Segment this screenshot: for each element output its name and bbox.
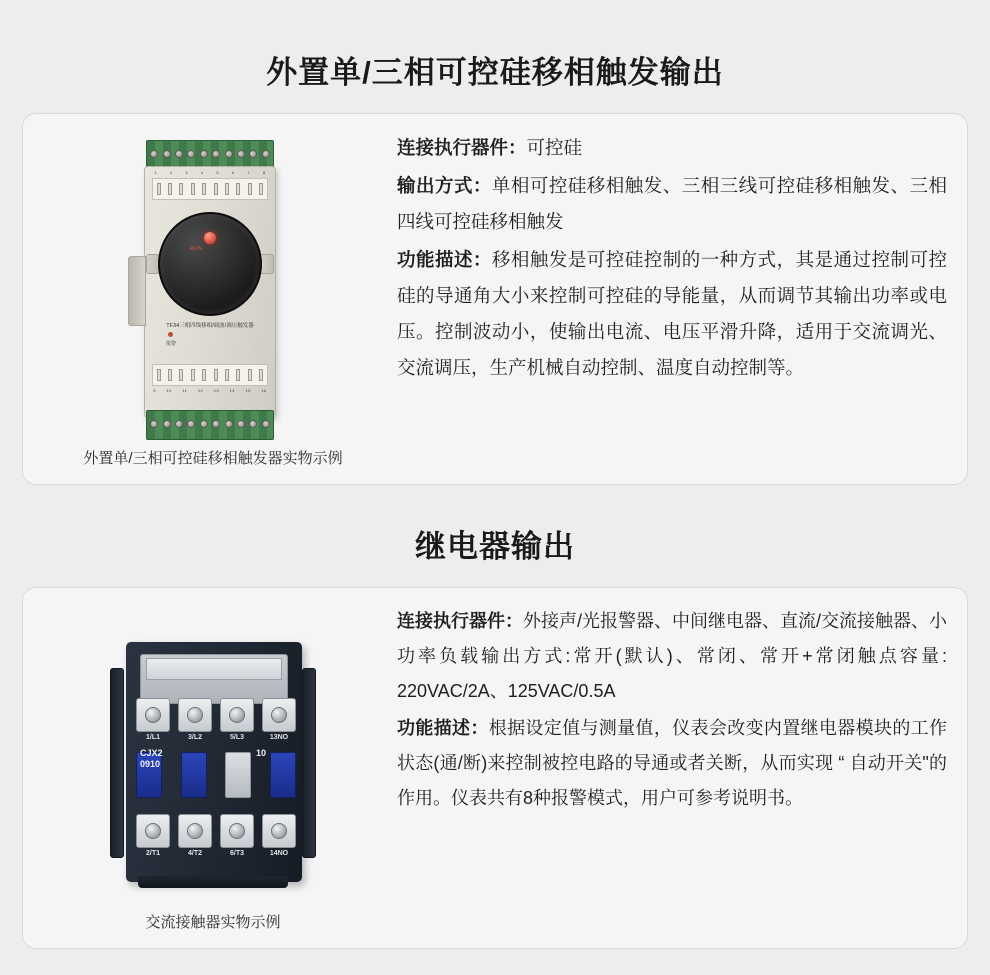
contactor-right-rail bbox=[302, 668, 316, 858]
spec-function-desc-2 bbox=[397, 711, 947, 816]
alarm-led-label: 报警 bbox=[166, 340, 177, 347]
spec-connect-device-1 bbox=[397, 130, 947, 166]
spec-function-desc-1 bbox=[397, 242, 947, 386]
section-title-phase-shift: 外置单/三相可控硅移相触发输出 bbox=[266, 54, 724, 90]
bottom-label-strip bbox=[152, 364, 268, 386]
terminal-screw-icon bbox=[136, 814, 170, 848]
contactor-brand-model bbox=[140, 748, 163, 770]
contactor-terminals-bottom bbox=[136, 814, 296, 848]
description-column-2 bbox=[389, 604, 953, 932]
section-card-relay-output bbox=[22, 587, 968, 949]
contact-block-gray bbox=[225, 752, 251, 798]
terminal-screw-icon bbox=[220, 814, 254, 848]
contactor-left-rail bbox=[110, 668, 124, 858]
contactor-brand-text: CJX2 bbox=[140, 748, 163, 759]
terminal-label-t1: 2/T1 bbox=[145, 850, 160, 858]
contactor-code-text: 10 bbox=[256, 748, 267, 759]
terminal-label-t3: 6/T3 bbox=[229, 850, 244, 858]
contactor-spec-label bbox=[146, 658, 282, 680]
image-caption-1: 外置单/三相可控硅移相触发器实物示例 bbox=[83, 449, 343, 467]
description-column-1 bbox=[389, 130, 953, 468]
contact-block-blue bbox=[270, 752, 296, 798]
spec-connect-device-2 bbox=[397, 604, 947, 709]
phase-shift-trigger-device-illustration bbox=[108, 136, 318, 441]
section-title-relay-output: 继电器输出 bbox=[415, 529, 575, 565]
spec-value-connect-2: 外接声/光报警器、中间继电器、直流/交流接触器、小功率负载输出方式:常开(默认)、常闭、常开+常闭触点容量: 220VAC/2A、125VAC/0.5A bbox=[397, 611, 947, 702]
terminal-screws-top-icon bbox=[148, 148, 272, 160]
spec-output-mode-1 bbox=[397, 168, 947, 240]
device-model-text: TF34三相四线移相/调波/调压触发器 bbox=[166, 322, 254, 329]
device-image-column-2 bbox=[37, 604, 389, 932]
ac-contactor-device-illustration bbox=[88, 628, 338, 905]
contactor-terminal-labels-bottom bbox=[136, 850, 296, 857]
contactor-terminals-top bbox=[136, 698, 296, 732]
terminal-screw-icon bbox=[178, 814, 212, 848]
contactor-model-text: 0910 bbox=[140, 759, 161, 770]
right-knob-icon bbox=[260, 254, 274, 274]
terminal-screw-icon bbox=[178, 698, 212, 732]
alarm-led-icon bbox=[168, 332, 173, 337]
pin-labels-bottom: 9 10 11 12 13 14 15 16 bbox=[153, 387, 267, 393]
contactor-base-foot bbox=[138, 876, 288, 888]
terminal-screw-icon bbox=[262, 698, 296, 732]
spec-value-function-2: 根据设定值与测量值，仪表会改变内置继电器模块的工作状态(通/断)来控制被控电路的导通或者关断，从而实现 “ 自动开关"的作用。仪表共有8种报警模式，用户可参考说明书。 bbox=[397, 718, 948, 809]
image-caption-2: 交流接触器实物示例 bbox=[145, 914, 281, 932]
device-side-bracket bbox=[128, 256, 146, 326]
pin-labels-top: 1 2 3 4 5 6 7 8 bbox=[154, 169, 266, 175]
terminal-screw-icon bbox=[136, 698, 170, 732]
terminal-screws-bottom-icon bbox=[148, 418, 272, 430]
contactor-terminal-labels-top bbox=[136, 734, 296, 741]
contact-block-blue bbox=[181, 752, 207, 798]
terminal-screw-icon bbox=[220, 698, 254, 732]
terminal-label-13no: 13NO bbox=[269, 734, 289, 742]
run-led-label: RUN bbox=[190, 245, 203, 252]
terminal-label-t2: 4/T2 bbox=[187, 850, 202, 858]
terminal-screw-icon bbox=[262, 814, 296, 848]
spec-value-connect-1: 可控硅 bbox=[526, 136, 583, 158]
terminal-label-l1: 1/L1 bbox=[145, 734, 160, 742]
run-led-icon bbox=[204, 232, 216, 244]
dial-face bbox=[158, 212, 262, 316]
spec-label-function-2: 功能描述： bbox=[397, 718, 489, 739]
spec-label-function-1: 功能描述： bbox=[397, 248, 492, 270]
terminal-label-l3: 5/L3 bbox=[229, 734, 244, 742]
terminal-label-l2: 3/L2 bbox=[187, 734, 202, 742]
top-label-strip bbox=[152, 178, 268, 200]
section-card-phase-shift bbox=[22, 113, 968, 485]
spec-label-connect-2: 连接执行器件： bbox=[397, 611, 523, 632]
spec-value-function-1: 移相触发是可控硅控制的一种方式，其是通过控制可控硅的导通角大小来控制可控硅的导能量，从而调节其输出功率或电压。控制波动小，使输出电流、电压平滑升降，适用于交流调光、交流调压，生产机械自动控制、温度自动控制等。 bbox=[397, 248, 947, 378]
spec-value-output-1: 单相可控硅移相触发、三相三线可控硅移相触发、三相四线可控硅移相触发 bbox=[397, 174, 947, 232]
spec-label-connect-1: 连接执行器件： bbox=[397, 136, 527, 158]
device-image-column-1 bbox=[37, 130, 389, 468]
spec-label-output-1: 输出方式： bbox=[397, 174, 492, 196]
terminal-label-14no: 14NO bbox=[269, 850, 289, 858]
